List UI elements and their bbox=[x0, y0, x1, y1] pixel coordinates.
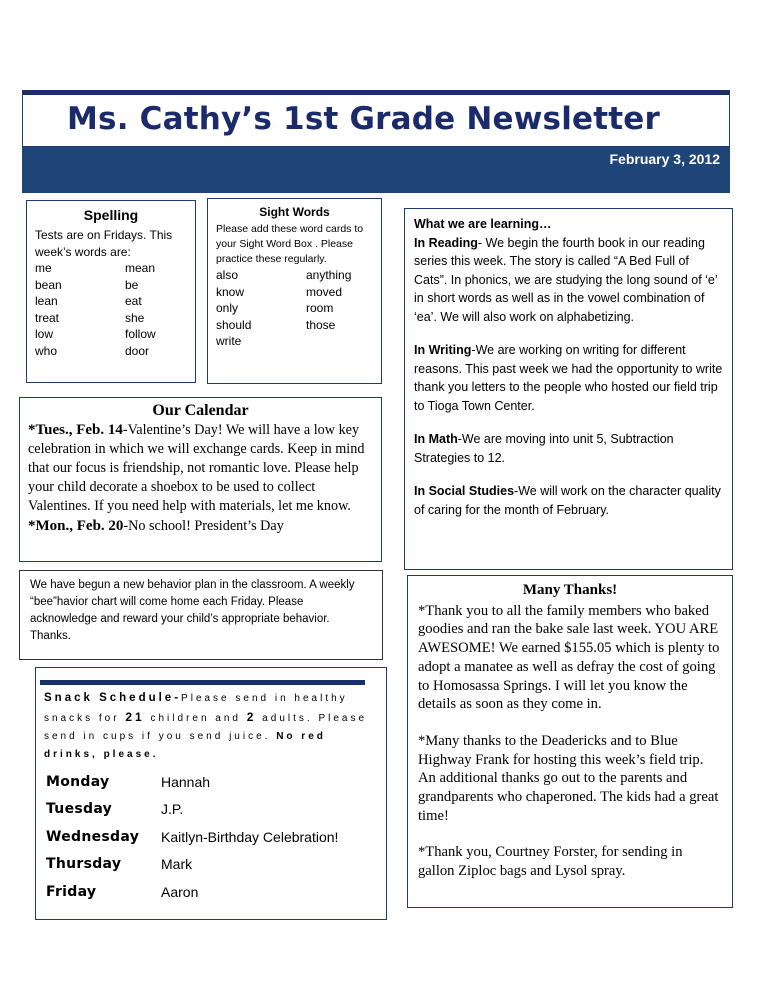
thanks-heading: Many Thanks! bbox=[522, 582, 618, 598]
snack-top-rule bbox=[40, 680, 365, 685]
snack-day: Thursday bbox=[46, 856, 122, 873]
thanks-paragraph-2: *Many thanks to the Deadericks and to Blue Highway Frank for hosting this week’s field trip. An additional thanks go out to the parents and grandparents who chaperoned. The kids had a great time! bbox=[418, 732, 719, 824]
newsletter-title: Ms. Cathy’s 1st Grade Newsletter bbox=[67, 101, 661, 137]
spelling-word: mean bbox=[125, 261, 156, 275]
newsletter-date: February 3, 2012 bbox=[609, 151, 720, 167]
snack-row bbox=[46, 796, 376, 824]
behavior-text: We have begun a new behavior plan in the classroom. A weekly “bee”havior chart will come home each Friday. Please acknowledge and reward your child’s appropriate behavior. Thanks. bbox=[30, 579, 355, 642]
sight-word: anything bbox=[306, 268, 352, 282]
thanks-paragraph-1: *Thank you to all the family members who baked goodies and ran the bake sale last week. YOU ARE AWESOME! We earned $155.05 which is plenty to adopt a manatee as well as defray the cost of going to Homosassa Springs. I will let you know the details as soon as they come in. bbox=[418, 602, 720, 713]
spelling-word: me bbox=[35, 261, 52, 275]
spelling-box bbox=[26, 200, 196, 383]
sight-word-list bbox=[216, 267, 373, 350]
thanks-paragraph-3: *Thank you, Courtney Forster, for sending in gallon Ziploc bags and Lysol spray. bbox=[418, 844, 683, 880]
sight-words-box bbox=[207, 198, 382, 384]
learning-heading: What we are learning… bbox=[414, 217, 552, 231]
snack-row bbox=[46, 878, 376, 906]
spelling-word: who bbox=[35, 343, 58, 358]
snack-day: Friday bbox=[46, 883, 97, 900]
sight-words-intro: Please add these word cards to your Sight Word Box . Please practice these regularly. bbox=[216, 223, 364, 265]
spelling-word: be bbox=[125, 277, 139, 292]
sight-word: should bbox=[216, 317, 252, 332]
sight-word: also bbox=[216, 268, 239, 282]
spelling-word: eat bbox=[125, 294, 142, 308]
snack-name: Hannah bbox=[161, 773, 211, 790]
spelling-word: she bbox=[125, 310, 145, 325]
calendar-item-presidents-day bbox=[28, 517, 373, 536]
date-band bbox=[22, 147, 730, 193]
learning-math: In Math-We are moving into unit 5, Subtraction Strategies to 12. bbox=[414, 432, 674, 465]
learning-box bbox=[404, 208, 733, 570]
spelling-word: bean bbox=[35, 277, 62, 292]
spelling-word: door bbox=[125, 343, 150, 358]
snack-note: No red drinks, please. bbox=[44, 731, 326, 760]
snack-day: Tuesday bbox=[46, 801, 113, 818]
spelling-word: follow bbox=[125, 327, 156, 341]
sight-word: those bbox=[306, 317, 336, 332]
sight-word: moved bbox=[306, 284, 343, 299]
sight-word: only bbox=[216, 301, 239, 315]
calendar-heading: Our Calendar bbox=[152, 402, 249, 419]
snack-name: J.P. bbox=[161, 801, 184, 818]
sight-word bbox=[306, 333, 376, 350]
learning-social-studies: In Social Studies-We will work on the character quality of caring for the month of February. bbox=[414, 484, 721, 517]
spelling-heading: Spelling bbox=[83, 207, 139, 223]
calendar-item-valentines bbox=[28, 421, 373, 516]
spelling-word-list bbox=[35, 260, 187, 359]
snack-day: Wednesday bbox=[46, 828, 140, 845]
snack-schedule bbox=[46, 768, 376, 906]
learning-writing: In Writing-We are working on writing for different reasons. This past week we had the opportunity to write thank you letters to the people who hosted our field trip to Tioga Town Center. bbox=[414, 343, 723, 413]
calendar-date-feb20: *Mon., Feb. 20 bbox=[28, 518, 124, 534]
sight-word: know bbox=[216, 284, 245, 299]
learning-reading: In Reading- We begin the fourth book in our reading series this week. The story is called “A Bed Full of Cats”. In phonics, we are studying the long sound of ‘e’ in short words as well as in the vowel combination of ‘ea’. We will also work on alphabetizing. bbox=[414, 235, 718, 324]
snack-row bbox=[46, 851, 376, 879]
snack-name: Kaitlyn-Birthday Celebration! bbox=[161, 828, 339, 845]
snack-row bbox=[46, 823, 376, 851]
thanks-box bbox=[407, 575, 733, 908]
title-banner bbox=[22, 90, 730, 147]
calendar-text-feb20: -No school! President’s Day bbox=[123, 518, 284, 534]
spelling-word: low bbox=[35, 327, 54, 341]
spelling-intro: Tests are on Fridays. This week’s words are: bbox=[35, 228, 173, 259]
snack-name: Mark bbox=[161, 856, 193, 873]
snack-instructions: Snack Schedule-Please send in healthy snacks for 21 children and 2 adults. Please send in cups if you send juice. No red drinks, please. bbox=[44, 692, 368, 760]
spelling-word: lean bbox=[35, 294, 58, 308]
calendar-box bbox=[19, 397, 382, 562]
calendar-date-feb14: *Tues., Feb. 14 bbox=[28, 422, 123, 438]
snack-day: Monday bbox=[46, 773, 110, 790]
sight-word: write bbox=[216, 334, 242, 348]
snack-title: Snack Schedule- bbox=[44, 692, 182, 704]
calendar-text-feb14: -Valentine’s Day! We will have a low key celebration in which we will exchange cards. Keep in mind that our focus is friendship, not romantic love. Please help your child decorate a shoebox to be used to collect Valentines. If you need help with materials, let me know. bbox=[28, 422, 365, 514]
snack-row bbox=[46, 768, 376, 796]
sight-word: room bbox=[306, 301, 334, 315]
sight-words-heading: Sight Words bbox=[259, 205, 330, 219]
spelling-word: treat bbox=[35, 310, 60, 325]
snack-box bbox=[35, 667, 387, 920]
snack-name: Aaron bbox=[161, 883, 199, 900]
behavior-box bbox=[19, 570, 383, 660]
